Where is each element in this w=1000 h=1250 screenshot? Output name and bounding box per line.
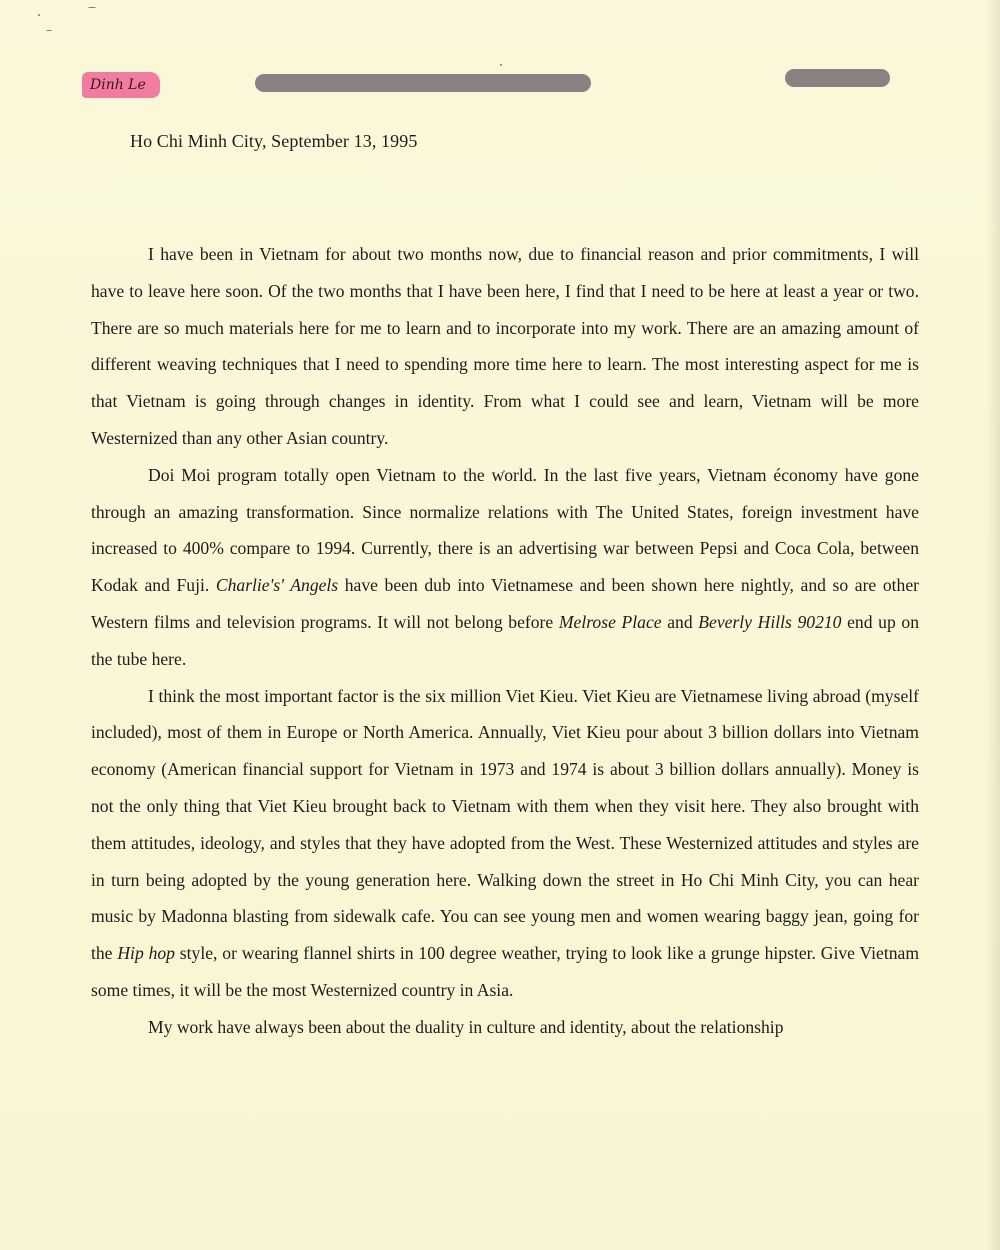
page-edge-shadow bbox=[986, 0, 1000, 1250]
author-name-highlight: Dinh Le bbox=[82, 72, 160, 98]
paper-speck bbox=[500, 64, 502, 66]
letter-body bbox=[91, 236, 919, 1046]
paragraph-text: I have been in Vietnam for about two months now, due to financial reason and prior commitments, I will have to leave here soon. Of the two months that I have been here, I find that I need to be here at least a year or two. There are so much materials here for me to learn and to incorporate into my work. There are an amazing amount of different weaving techniques that I need to spending more time here to learn. The most interesting aspect for me is that Vietnam is going through changes in identity. From what I could see and learn, Vietnam will be more Westernized than any other Asian country. bbox=[91, 244, 919, 448]
letter-paragraph bbox=[91, 236, 919, 457]
italic-title: Hip hop bbox=[117, 943, 175, 964]
redaction-bar bbox=[785, 69, 890, 87]
paragraph-text: end up on the tube here. bbox=[91, 611, 920, 669]
italic-title: Melrose Place bbox=[558, 611, 662, 632]
italic-title: Beverly Hills 90210 bbox=[698, 611, 842, 632]
paragraph-text: Doi Moi program totally open Vietnam to the world. In the last five years, Vietnam économy have gone through an amazing transformation. Since normalize relations with The United States, foreign investment have increased to 400% compare to 1994. Currently, there is an advertising war between Pepsi and Coca Cola, between Kodak and Fuji. bbox=[91, 464, 919, 596]
paper-speck bbox=[46, 30, 52, 31]
paragraph-text: have been dub into Vietnamese and been shown here nightly, and so are other Western films and television programs. It will not belong before bbox=[91, 575, 919, 632]
paper-speck bbox=[38, 14, 40, 16]
paper-speck bbox=[88, 7, 96, 8]
letter-paragraph bbox=[91, 678, 919, 1009]
letter-paragraph bbox=[91, 1009, 919, 1046]
redaction-bar bbox=[255, 74, 591, 92]
letter-paragraph bbox=[91, 457, 919, 678]
paragraph-text: My work have always been about the duality in culture and identity, about the relationship bbox=[148, 1016, 784, 1037]
paragraph-text: and bbox=[661, 611, 699, 632]
paragraph-text: style, or wearing flannel shirts in 100 degree weather, trying to look like a grunge hipster. Give Vietnam some times, it will be the most Westernized country in Asia. bbox=[91, 943, 919, 1000]
paragraph-text: I think the most important factor is the six million Viet Kieu. Viet Kieu are Vietnamese living abroad (myself included), most of them in Europe or North America. Annually, Viet Kieu pour about 3 billion dollars into Vietnam economy (American financial support for Vietnam in 1973 and 1974 is about 3 billion dollars annually). Money is not the only thing that Viet Kieu brought back to Vietnam with them when they visit here. They also brought with them attitudes, ideology, and styles that they have adopted from the West. These Westernized attitudes and styles are in turn being adopted by the young generation here. Walking down the street in Ho Chi Minh City, you can hear music by Madonna blasting from sidewalk cafe. You can see young men and women wearing baggy jean, going for the bbox=[91, 685, 919, 964]
letter-dateline: Ho Chi Minh City, September 13, 1995 bbox=[130, 131, 418, 151]
italic-title: Charlie's' Angels bbox=[215, 575, 339, 596]
